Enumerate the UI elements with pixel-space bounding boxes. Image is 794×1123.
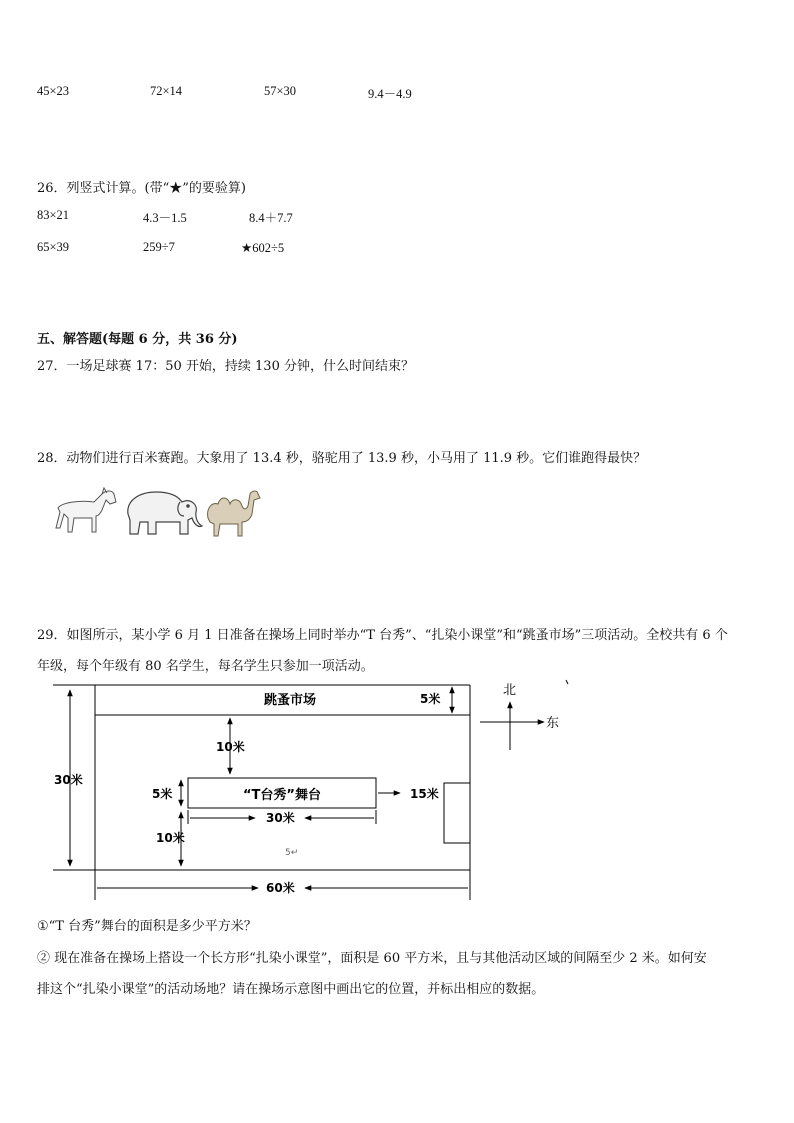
q26-item-4: 65×39 [37, 240, 70, 254]
calc-item-4: 9.4－4.9 [368, 87, 412, 101]
q26-item-5: 259÷7 [143, 240, 175, 254]
elephant-icon [128, 492, 202, 534]
question-29-sub2-line2: 排这个“扎染小课堂”的活动场地？请在操场示意图中画出它的位置，并标出相应的数据。 [37, 982, 545, 997]
field-width-label: 60米 [266, 881, 295, 895]
stage-gap-right-label: 15米 [410, 787, 439, 801]
question-29-sub1: ①“T 台秀”舞台的面积是多少平方米？ [37, 919, 257, 934]
question-29-sub2-line1: ② 现在准备在操场上搭设一个长方形“扎染小课堂”，面积是 60 平方米，且与其他活动区域的间隔至少 2 米。如何安 [37, 951, 707, 966]
horse-icon [56, 488, 116, 532]
stray-mark [566, 680, 568, 684]
question-29-line1: 29．如图所示，某小学 6 月 1 日准备在操场上同时举办“T 台秀”、“扎染小课堂”和“跳蚤市场”三项活动。全校共有 6 个 [37, 628, 728, 643]
market-height-label: 5米 [420, 692, 441, 706]
compass-east-label: 东 [546, 716, 560, 731]
stray-label: 5↵ [285, 848, 299, 858]
animal-pictures [52, 484, 264, 540]
q26-item-6: ★602÷5 [241, 241, 285, 255]
question-29-line2: 年级，每个年级有 80 名学生，每名学生只参加一项活动。 [37, 659, 374, 674]
section-5-title: 五、解答题(每题 6 分，共 36 分) [37, 332, 238, 347]
gap-bottom-label: 10米 [156, 831, 185, 845]
calc-item-1: 45×23 [37, 84, 70, 98]
calc-item-2: 72×14 [150, 84, 183, 98]
q26-item-2: 4.3－1.5 [143, 211, 187, 225]
camel-icon [208, 491, 260, 536]
question-27-text: 27．一场足球赛 17：50 开始，持续 130 分钟，什么时间结束？ [37, 359, 414, 374]
field-height-label: 30米 [54, 773, 83, 787]
stage-width-label: 30米 [266, 811, 295, 825]
stage-label: “T台秀”舞台 [243, 788, 321, 803]
small-area-rect [444, 783, 470, 843]
question-26-title: 26．列竖式计算。(带“★”的要验算) [37, 181, 246, 196]
question-28-text: 28．动物们进行百米赛跑。大象用了 13.4 秒，骆驼用了 13.9 秒，小马用了 11.9 秒。它们谁跑得最快？ [37, 451, 647, 466]
q26-item-3: 8.4＋7.7 [249, 211, 293, 225]
playground-diagram [0, 670, 794, 910]
market-label: 跳蚤市场 [263, 693, 317, 708]
gap-top-label: 10米 [216, 740, 245, 754]
stage-height-label: 5米 [152, 787, 173, 801]
calc-item-3: 57×30 [264, 84, 297, 98]
compass-north-label: 北 [503, 683, 517, 698]
q26-item-1: 83×21 [37, 208, 70, 222]
